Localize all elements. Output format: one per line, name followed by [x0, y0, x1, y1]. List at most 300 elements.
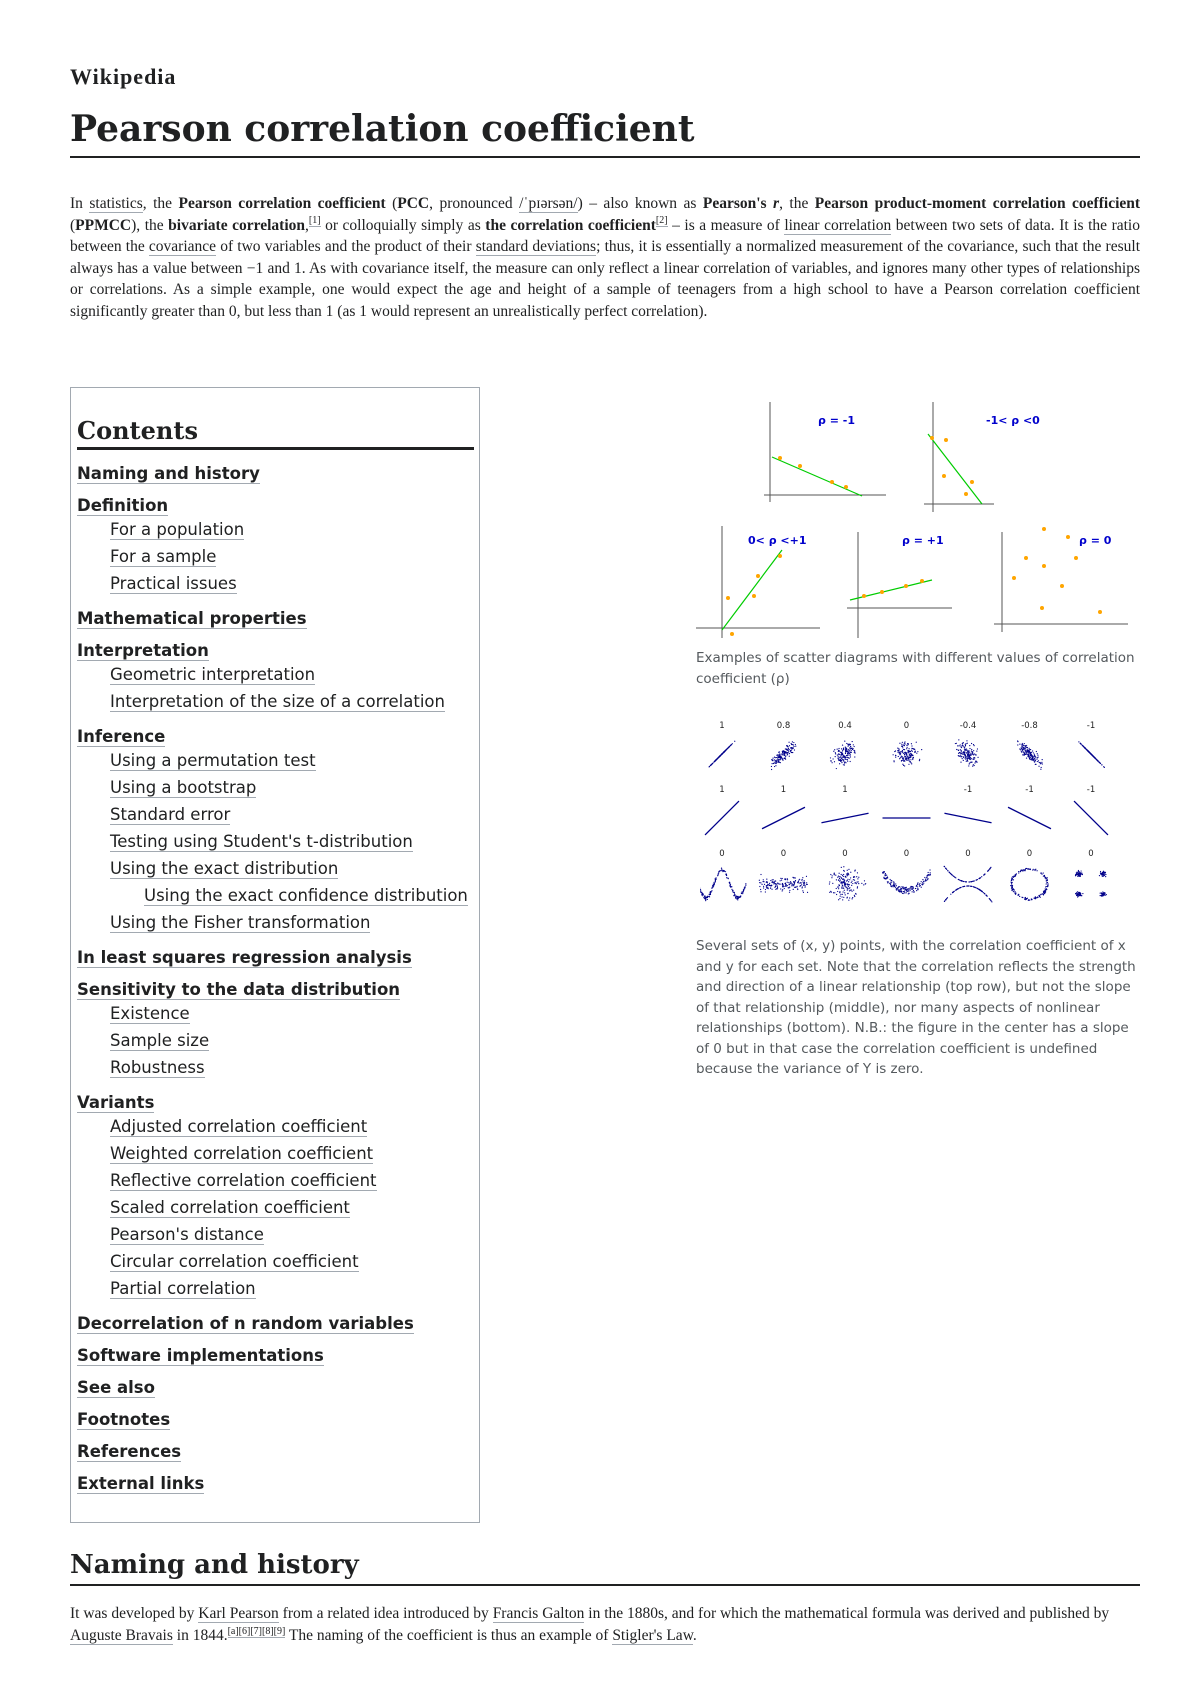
fig2-point	[960, 753, 961, 754]
link-standard-deviations[interactable]: standard deviations	[475, 238, 597, 255]
fig2-point	[774, 766, 775, 767]
fig2-point	[847, 880, 848, 881]
fig2-point	[759, 882, 760, 883]
fig2-point	[715, 877, 716, 878]
fig2-point	[850, 877, 851, 878]
fig2-point	[729, 746, 730, 747]
fig2-point	[1033, 898, 1034, 899]
fig2-point	[842, 885, 843, 886]
fig2-point	[972, 752, 973, 753]
fig2-point	[805, 885, 806, 886]
toc-link[interactable]: In least squares regression analysis	[77, 948, 412, 967]
fig2-point	[705, 900, 706, 901]
fig2-point	[1046, 883, 1047, 884]
fig2-point	[949, 872, 950, 873]
toc-item	[110, 832, 474, 859]
fig2-point	[906, 748, 907, 749]
fig2-point	[833, 892, 834, 893]
toc-link[interactable]: Software implementations	[77, 1346, 324, 1365]
fig2-point	[795, 745, 796, 746]
fig2-point	[968, 752, 969, 753]
toc-link[interactable]: Practical issues	[110, 574, 237, 593]
toc-title: Contents	[77, 416, 474, 450]
fig2-point	[1077, 876, 1078, 877]
fig2-point	[782, 878, 783, 879]
fig2-point	[1080, 876, 1081, 877]
fig2-point	[760, 889, 761, 890]
toc-link[interactable]: Using the exact confidence distribution	[144, 886, 468, 905]
fig2-point	[799, 882, 800, 883]
fig2-point	[765, 891, 766, 892]
fig2-point	[854, 746, 855, 747]
fig2-point	[904, 892, 905, 893]
fig2-point	[981, 890, 982, 891]
fig2-point	[1094, 757, 1095, 758]
toc-link[interactable]: Using the exact distribution	[110, 859, 339, 878]
fig2-point	[864, 880, 865, 881]
fig2-point	[722, 871, 723, 872]
fig2-point	[902, 752, 903, 753]
toc-link[interactable]: Definition	[77, 496, 169, 515]
link-linear-correlation[interactable]: linear correlation	[784, 216, 892, 234]
fig2-point	[917, 888, 918, 889]
fig2-point	[1106, 894, 1107, 895]
fig2-point	[1022, 743, 1023, 744]
fig2-point	[917, 886, 918, 887]
fig2-point	[1024, 897, 1025, 898]
fig2-point	[913, 748, 914, 749]
fig2-point	[832, 883, 833, 884]
fig2-point	[861, 883, 862, 884]
fig2-point	[944, 866, 945, 867]
fig2-point	[927, 879, 928, 880]
fig2-point	[856, 883, 857, 884]
fig2-point	[973, 757, 974, 758]
fig2-point	[713, 885, 714, 886]
fig2-point	[789, 892, 790, 893]
fig2-point	[907, 750, 908, 751]
fig2-point	[847, 884, 848, 885]
wikipedia-logo: Wikipedia	[70, 64, 177, 89]
fig2-point	[974, 887, 975, 888]
fig2-point	[1021, 870, 1022, 871]
fig2-point	[911, 745, 912, 746]
fig2-point	[972, 759, 973, 760]
fig2-point	[850, 872, 851, 873]
toc-link[interactable]: Variants	[77, 1093, 155, 1112]
fig2-point	[855, 893, 856, 894]
fig2-point	[1081, 895, 1082, 896]
toc-link[interactable]: Naming and history	[77, 464, 260, 483]
fig2-point	[721, 870, 722, 871]
fig2-point	[845, 876, 846, 877]
fig2-point	[966, 748, 967, 749]
fig2-point	[842, 875, 843, 876]
fig2-point	[789, 890, 790, 891]
toc-link[interactable]: Scaled correlation coefficient	[110, 1198, 350, 1217]
toc-link[interactable]: Robustness	[110, 1058, 205, 1077]
link-pronunciation[interactable]: /ˈpɪərsən/	[519, 195, 578, 212]
fig2-point	[850, 890, 851, 891]
fig2-point	[884, 875, 885, 876]
fig2-point	[803, 885, 804, 886]
fig2-point	[843, 870, 844, 871]
fig2-point	[843, 887, 844, 888]
fig2-point	[773, 879, 774, 880]
toc-link[interactable]: External links	[77, 1474, 205, 1493]
fig2-point	[899, 743, 900, 744]
fig2-point	[834, 873, 835, 874]
fig2-point	[1035, 764, 1036, 765]
fig2-point	[908, 748, 909, 749]
fig2-point	[962, 753, 963, 754]
fig2-point	[793, 742, 794, 743]
fig2-point	[925, 880, 926, 881]
fig2-point	[907, 756, 908, 757]
fig2-point	[977, 748, 978, 749]
fig2-point	[903, 757, 904, 758]
fig2-point	[966, 758, 967, 759]
fig2-point	[901, 744, 902, 745]
fig2-point	[968, 765, 969, 766]
fig2-point	[897, 751, 898, 752]
link-auguste-bravais[interactable]: Auguste Bravais	[70, 1627, 173, 1644]
fig2-point	[904, 745, 905, 746]
refs-group[interactable]: [a][6][7][8][9]	[227, 1625, 286, 1637]
fig2-point	[793, 747, 794, 748]
fig2-point	[837, 886, 838, 887]
fig2-point	[847, 888, 848, 889]
toc-link[interactable]: For a population	[110, 520, 245, 539]
fig2-point	[835, 875, 836, 876]
fig2-point	[976, 879, 977, 880]
fig2-point	[908, 744, 909, 745]
toc-link[interactable]: References	[77, 1442, 182, 1461]
fig2-point	[799, 886, 800, 887]
fig2-point	[780, 759, 781, 760]
fig2-point	[1099, 875, 1100, 876]
fig2-point	[922, 884, 923, 885]
fig2-point	[847, 755, 848, 756]
fig2-point	[973, 880, 974, 881]
fig2-point	[926, 877, 927, 878]
fig2-point	[915, 888, 916, 889]
fig2-point	[1042, 763, 1043, 764]
ref-2[interactable]: [2]	[655, 215, 668, 227]
toc-item	[77, 496, 474, 520]
fig2-point	[793, 744, 794, 745]
fig2-point	[1037, 896, 1038, 897]
fig2-point	[967, 761, 968, 762]
link-covariance[interactable]: covariance	[148, 238, 217, 255]
fig2-point	[853, 877, 854, 878]
fig2-point	[1021, 748, 1022, 749]
fig2-point	[965, 881, 966, 882]
fig2-point	[1100, 893, 1101, 894]
fig2-point	[893, 886, 894, 887]
fig2-point	[775, 757, 776, 758]
fig2-point	[785, 879, 786, 880]
fig2-point	[911, 763, 912, 764]
fig2-point	[854, 750, 855, 751]
fig2-point	[903, 744, 904, 745]
fig2-point	[1042, 759, 1043, 760]
fig2-point	[906, 759, 907, 760]
fig2-point	[911, 754, 912, 755]
fig2-point	[924, 877, 925, 878]
fig2-point	[1029, 756, 1030, 757]
fig2-point	[957, 745, 958, 746]
toc-link[interactable]: Partial correlation	[110, 1279, 256, 1298]
link-francis-galton[interactable]: Francis Galton	[492, 1605, 585, 1622]
fig2-point	[959, 887, 960, 888]
fig2-point	[1029, 757, 1030, 758]
fig2-point	[1029, 751, 1030, 752]
toc-link[interactable]: Sensitivity to the data distribution	[77, 980, 401, 999]
fig1-label-1: ρ = -1	[818, 414, 855, 427]
fig2-point	[844, 764, 845, 765]
toc-link[interactable]: Reflective correlation coefficient	[110, 1171, 377, 1190]
toc-item	[110, 751, 474, 778]
fig2-point	[969, 752, 970, 753]
fig2-point	[717, 875, 718, 876]
fig2-point	[770, 887, 771, 888]
fig2-point	[842, 879, 843, 880]
toc-link[interactable]: Existence	[110, 1004, 190, 1023]
fig2-point	[1040, 894, 1041, 895]
fig2-point	[802, 881, 803, 882]
fig2-point	[830, 760, 831, 761]
fig2-point	[923, 881, 924, 882]
fig2-point	[791, 885, 792, 886]
fig2-point	[971, 743, 972, 744]
fig2-point	[1030, 759, 1031, 760]
fig2-point	[1100, 871, 1101, 872]
fig2-point	[1041, 762, 1042, 763]
fig2-point	[838, 756, 839, 757]
toc-link[interactable]: Interpretation	[77, 641, 209, 660]
fig2-point	[844, 761, 845, 762]
fig2-point	[789, 886, 790, 887]
toc-link[interactable]: Mathematical properties	[77, 609, 307, 628]
fig2-line	[821, 813, 868, 822]
fig2-point	[759, 886, 760, 887]
fig2-point	[909, 754, 910, 755]
fig2-point	[842, 745, 843, 746]
toc-link[interactable]: Using the Fisher transformation	[110, 913, 371, 932]
fig2-point	[964, 750, 965, 751]
fig2-label: -0.4	[959, 721, 977, 731]
fig2-point	[1100, 872, 1101, 873]
fig2-point	[890, 879, 891, 880]
toc-link[interactable]: Weighted correlation coefficient	[110, 1144, 374, 1163]
toc-link[interactable]: Adjusted correlation coefficient	[110, 1117, 368, 1136]
toc-link[interactable]: Using a bootstrap	[110, 778, 257, 797]
fig2-point	[769, 883, 770, 884]
toc-link[interactable]: Sample size	[110, 1031, 210, 1050]
fig2-point	[893, 760, 894, 761]
fig2-point	[841, 760, 842, 761]
toc-link[interactable]: Standard error	[110, 805, 231, 824]
fig2-point	[789, 745, 790, 746]
fig2-point	[838, 886, 839, 887]
fig2-point	[779, 754, 780, 755]
fig2-point	[903, 891, 904, 892]
fig2-point	[839, 876, 840, 877]
fig2-point	[843, 760, 844, 761]
toc-item	[110, 1144, 474, 1171]
ref-1[interactable]: [1]	[308, 215, 321, 227]
fig2-point	[972, 765, 973, 766]
fig2-point	[917, 882, 918, 883]
fig2-point	[912, 758, 913, 759]
fig1-label-3: 0< ρ <+1	[748, 534, 807, 547]
fig2-point	[1023, 754, 1024, 755]
link-karl-pearson[interactable]: Karl Pearson	[198, 1605, 279, 1622]
fig2-point	[715, 760, 716, 761]
fig2-point	[722, 870, 723, 871]
fig2-point	[779, 755, 780, 756]
fig2-point	[969, 763, 970, 764]
toc-link[interactable]: See also	[77, 1378, 155, 1397]
fig2-point	[858, 883, 859, 884]
fig2-point	[836, 888, 837, 889]
fig2-point	[840, 894, 841, 895]
fig2-point	[784, 758, 785, 759]
fig2-point	[782, 758, 783, 759]
fig2-point	[839, 891, 840, 892]
toc-link[interactable]: Testing using Student's t-distribution	[110, 832, 413, 851]
fig2-point	[839, 757, 840, 758]
fig2-point	[1043, 892, 1044, 893]
fig2-point	[963, 881, 964, 882]
fig2-point	[1078, 741, 1079, 742]
fig2-point	[849, 750, 850, 751]
fig2-point	[974, 762, 975, 763]
fig2-point	[930, 872, 931, 873]
fig2-point	[840, 752, 841, 753]
fig2-point	[718, 871, 719, 872]
toc-item	[110, 1198, 474, 1225]
fig2-point	[844, 883, 845, 884]
fig2-point	[984, 893, 985, 894]
fig2-point	[778, 757, 779, 758]
fig2-point	[734, 892, 735, 893]
fig2-point	[958, 745, 959, 746]
fig2-point	[906, 753, 907, 754]
fig2-point	[1039, 896, 1040, 897]
fig2-point	[844, 885, 845, 886]
fig2-point	[914, 752, 915, 753]
toc-link[interactable]: Circular correlation coefficient	[110, 1252, 359, 1271]
fig2-point	[1043, 894, 1044, 895]
fig2-point	[841, 874, 842, 875]
fig2-point	[830, 874, 831, 875]
fig2-point	[846, 749, 847, 750]
fig2-point	[1015, 892, 1016, 893]
fig2-point	[907, 747, 908, 748]
fig2-point	[852, 741, 853, 742]
fig2-label: 0	[1088, 849, 1094, 859]
fig2-point	[1034, 761, 1035, 762]
fig2-point	[910, 888, 911, 889]
fig2-point	[789, 749, 790, 750]
toc-link[interactable]: Footnotes	[77, 1410, 171, 1429]
fig2-point	[907, 760, 908, 761]
fig2-point	[834, 892, 835, 893]
fig2-point	[788, 751, 789, 752]
link-stiglers-law[interactable]: Stigler's Law	[612, 1627, 693, 1644]
fig2-point	[781, 754, 782, 755]
fig2-point	[899, 891, 900, 892]
fig2-point	[960, 744, 961, 745]
fig2-point	[721, 754, 722, 755]
fig2-point	[778, 759, 779, 760]
fig2-point	[1028, 754, 1029, 755]
fig2-point	[848, 900, 849, 901]
link-statistics[interactable]: statistics	[89, 195, 143, 212]
toc-link[interactable]: Geometric interpretation	[110, 665, 316, 684]
fig2-point	[794, 882, 795, 883]
fig2-point	[1026, 758, 1027, 759]
fig2-point	[721, 869, 722, 870]
fig2-point	[1077, 891, 1078, 892]
fig2-point	[1028, 868, 1029, 869]
fig2-point	[967, 743, 968, 744]
fig2-point	[897, 887, 898, 888]
fig2-point	[895, 757, 896, 758]
fig2-point	[895, 887, 896, 888]
fig2-point	[847, 753, 848, 754]
fig2-point	[829, 892, 830, 893]
fig2-point	[1030, 869, 1031, 870]
fig2-point	[784, 879, 785, 880]
fig2-point	[730, 745, 731, 746]
fig2-label: 0	[842, 849, 848, 859]
fig2-point	[966, 740, 967, 741]
fig2-point	[989, 868, 990, 869]
fig2-point	[785, 748, 786, 749]
fig2-point	[1100, 873, 1101, 874]
toc-link[interactable]: Using a permutation test	[110, 751, 316, 770]
fig2-point	[837, 891, 838, 892]
fig2-point	[913, 888, 914, 889]
fig2-point	[787, 878, 788, 879]
toc-link[interactable]: Pearson's distance	[110, 1225, 264, 1244]
fig2-point	[843, 876, 844, 877]
fig2-point	[1102, 894, 1103, 895]
fig2-point	[1102, 876, 1103, 877]
fig2-point	[766, 881, 767, 882]
fig2-point	[1040, 762, 1041, 763]
fig2-point	[782, 752, 783, 753]
fig2-point	[1090, 753, 1091, 754]
fig2-point	[1098, 761, 1099, 762]
fig2-point	[1034, 754, 1035, 755]
toc-link[interactable]: For a sample	[110, 547, 217, 566]
fig2-point	[733, 895, 734, 896]
toc-link[interactable]: Inference	[77, 727, 166, 746]
fig2-point	[912, 891, 913, 892]
fig2-point	[907, 757, 908, 758]
toc-link[interactable]: Decorrelation of n random variables	[77, 1314, 414, 1333]
fig2-point	[834, 749, 835, 750]
fig2-point	[726, 875, 727, 876]
toc-item	[77, 464, 474, 488]
fig2-point	[974, 745, 975, 746]
fig2-point	[902, 747, 903, 748]
toc-link[interactable]: Interpretation of the size of a correlation	[110, 692, 445, 711]
